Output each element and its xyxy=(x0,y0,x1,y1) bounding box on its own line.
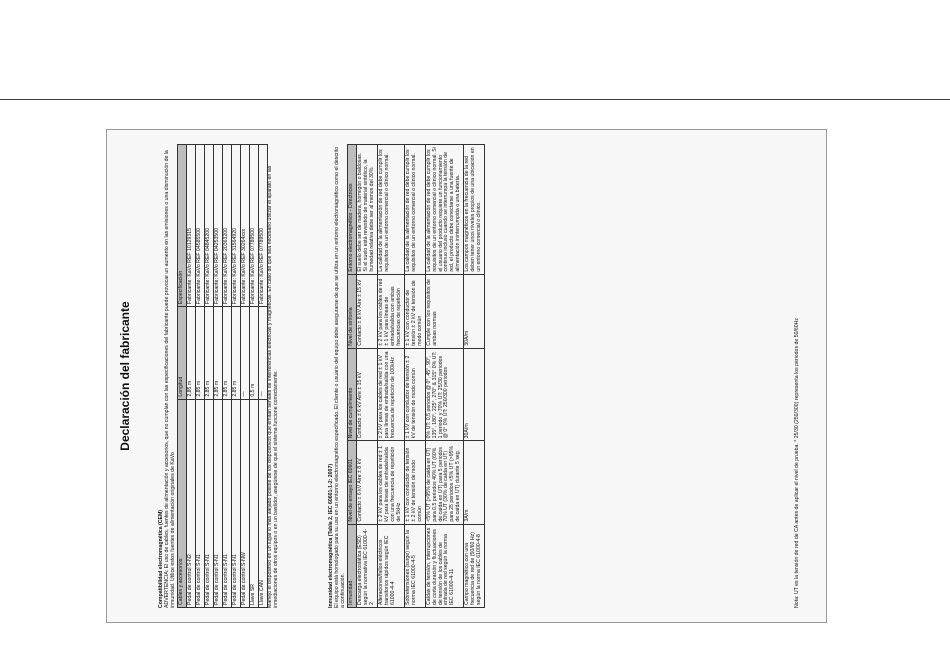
table-cell: 2,85 m xyxy=(231,307,240,400)
cables-table xyxy=(177,144,268,608)
table-cell: El suelo debe ser de madera, hormigón o baldosas. Si el suelo está revestido de material sintético, la humedad relativa debe ser al menos del 30%. xyxy=(356,145,377,275)
table-cell: ± 1 kV con conductor de tensión ± 2 kV de tensión de modo común xyxy=(404,441,425,524)
emc-section xyxy=(159,144,280,608)
emc-warning-text: ADVERTENCIA: El uso de cables, fuentes de alimentación y accesorios, que no cumplan con las especificaciones del fabricante puede provocar un aumento en las emisiones o una disminución de la inmunidad. Utilice estos fuentes de alimentación originales de KaVo xyxy=(163,150,176,608)
table-cell: 2,85 m xyxy=(204,307,213,400)
table-cell: Fabricante: KaVo REF 07789500 xyxy=(249,145,258,307)
table-cell: Fabricante: KaVo REF 04253500 xyxy=(213,145,222,307)
table-cell: Contacto ± 6 kV Aire ± 15 kV xyxy=(356,348,377,441)
immunity-heading: Inmunidad electromagnética (Tabla 2, IEC 60601-1-2: 2007) xyxy=(328,463,334,608)
table-cell: Llave SR xyxy=(249,399,258,607)
table-row xyxy=(231,145,240,608)
table-cell: La calidad de la alimentación de red debe cumplir los requisitos de un entorno comercial o clínico normal. Si el usuario del producto requiere un funcionamiento continuo incluso cuando se interrumpa la tensión de red, el producto debe conectarse a una fuente de alimentación ininterrumpida o una batería. xyxy=(425,145,464,275)
table-cell: Fabricante: KaVo REF 10129315 xyxy=(186,145,195,307)
table-row xyxy=(240,145,249,608)
table-cell: 30A/m xyxy=(464,274,485,348)
table-cell: Pedal de control S-N2 xyxy=(186,399,195,607)
column-header: Nivel de cumplimiento xyxy=(347,348,356,441)
table-cell: 30A/m xyxy=(464,348,485,441)
table-cell: Fabricante: KaVo REF 07789500 xyxy=(258,145,267,307)
column-header: Cables y accesorios xyxy=(177,399,186,607)
table-cell: Fabricante: KaVo REF 30264xxx xyxy=(240,145,249,307)
table-row xyxy=(204,145,213,608)
footnote: Nota: UT es la tensión de red de CA antes de aplicar el nivel de prueba. * 25/30 (250/300) representa los periodos de 50/60Hz xyxy=(794,317,800,608)
table-cell: Fabricante: KaVo REF 20363200 xyxy=(222,145,231,307)
table-cell: <5% UT (>95% de caída en UT) para 0,5 periodos 40% UT (60% de caída en UT) para 5 periodos 70% UT (30% de caída en UT) para 25 periodos <5% UT (>95% de caída en UT) durante 5 seg. xyxy=(425,441,464,524)
table-cell: Sobretensiones (surge) según la norma IEC 61000-4-5 xyxy=(404,524,425,607)
column-header: Especificación xyxy=(177,145,186,307)
table-cell: ± 2 kV para los cables de red ± 1 kV para líneas de entrada/salida con una frecuencia de repetición de 100kHz xyxy=(377,348,404,441)
table-cell: ± 1 kV con conductor de tensión ± 2 kV de tensión de modo común xyxy=(404,274,425,348)
table-cell: 2,85 m xyxy=(195,307,204,400)
table-cell: 2,85 m xyxy=(213,307,222,400)
table-header-row xyxy=(347,145,356,608)
table-cell: Pedal de control S-N1 xyxy=(222,399,231,607)
table-row xyxy=(258,145,267,608)
table-cell: 0,5 m xyxy=(249,307,258,400)
table-cell: La calidad de la alimentación de red debe cumplir los requisitos de un entorno comercial o clínico normal. xyxy=(404,145,425,275)
table-cell: Fabricante: KaVo REF 04845200 xyxy=(204,145,213,307)
table-cell: Pedal de control S-N1 xyxy=(195,399,204,607)
column-header: Entorno electromagnético - Directrices xyxy=(347,145,356,275)
table-cell: Pedal de control S-N1 xyxy=(204,399,213,607)
table-cell: ± 2 kV para los cables de red ± 1 kV para líneas de entrada/salida con ambas frecuencias de repetición xyxy=(377,274,404,348)
table-row xyxy=(464,145,485,608)
table-row xyxy=(213,145,222,608)
column-header: Nivel de sinfonía xyxy=(347,274,356,348)
table-cell: ± 2 kV para los cables de red ± 1 kV para líneas de entrada/salida con una frecuencia de repetición de 5kHz xyxy=(377,441,404,524)
table-row xyxy=(249,145,258,608)
table-cell: Fabricante: KaVo REF 31564920 xyxy=(231,145,240,307)
table-cell: Cumple con los requisitos de ambas normas xyxy=(425,274,464,348)
document-image-frame xyxy=(106,129,827,623)
table-cell: Campo magnético con una frecuencia de red de (50/60 Hz) según la norma IEC 61000-4-8 xyxy=(464,524,485,607)
table-row xyxy=(377,145,404,608)
table-cell: Pedal de control S-N1 xyxy=(213,399,222,607)
table-cell: Descarga electrostática (ESD) según la normativa IEC 61000-4-2 xyxy=(356,524,377,607)
column-header: Longitud xyxy=(177,307,186,400)
table-cell: — xyxy=(258,307,267,400)
column-header: Nivel de ensayo IEC 60601 xyxy=(347,441,356,524)
table-cell: La calidad de la alimentación de red debe cumplir los requisitos de un entorno comercial o clínico normal. xyxy=(377,145,404,275)
rotated-page xyxy=(107,130,826,622)
table-row xyxy=(195,145,204,608)
table-cell: 2,85 m xyxy=(186,307,195,400)
emc-note-text: Manejo el dispositivo en un lugar lo más alejado posible de los dispositivos que emitan señales de interferencias eléctricas y magnéticas. En caso de que sea necesario utilizar el aparato en las inmediaciones de otros equipos o en un bastidor, asegúrese de que el sistema funcione correctamente. xyxy=(266,165,279,608)
document-title: Declaración del fabricante xyxy=(118,301,132,451)
table-cell: Llave CAN xyxy=(258,399,267,607)
immunity-intro-text: El equipo está homologado para su uso en un entorno electromagnético especificado. El cliente o usuario del equipo debe asegurarse de que se utiliza en un entorno electromagnético como el descrito a continuación. xyxy=(333,146,346,608)
table-cell: Pedal de control S-N1 xyxy=(231,399,240,607)
table-row xyxy=(425,145,464,608)
table-cell: ± 1 kV con conductor de tensión ± 2 kV de tensión de modo común xyxy=(404,348,425,441)
table-cell: 0% UT: 0,5 periodos @ 0°, 45°, 90°, 135°, 180°, 225°, 270° & 315° 0% UT: 1 periodo y 70% UT: 25/30 periodos @ 0° 0% UT: 250/300 periodos xyxy=(425,348,464,441)
emc-heading: Compatibilidad electromagnética (CEM) xyxy=(158,509,164,608)
table-row xyxy=(356,145,377,608)
table-cell: Pedal de control S-NW xyxy=(240,399,249,607)
table-cell: Los campos magnéticos en la frecuencia de la red deben tener unos niveles propios de una ubicación en un entorno comercial o clínico. xyxy=(464,145,485,275)
table-header-row xyxy=(177,145,186,608)
table-cell: 2,85 m xyxy=(222,307,231,400)
table-cell: Contacto ± 8 kV Aire ± 15 kV xyxy=(356,274,377,348)
immunity-section xyxy=(329,144,485,608)
table-cell: 3A/m xyxy=(464,441,485,524)
table-cell: Fabricante: KaVo REF 04585500 xyxy=(195,145,204,307)
table-row xyxy=(222,145,231,608)
table-cell: Caídas de tensión, interrupciones de corta duración y fluctuaciones de tensión de los cables de entrada de red según la norma IEC 61000-4-11 xyxy=(425,524,464,607)
header-divider-line xyxy=(0,99,950,100)
column-header: Inmunidad xyxy=(347,524,356,607)
table-cell: Alteraciones/fallos eléctricos transitorios rápidos según IEC 61000-4-4 xyxy=(377,524,404,607)
table-cell: Contacto ± 6 kV Aire ± 8 kV xyxy=(356,441,377,524)
table-row xyxy=(186,145,195,608)
immunity-table xyxy=(347,144,485,608)
table-row xyxy=(404,145,425,608)
table-cell: — xyxy=(240,307,249,400)
